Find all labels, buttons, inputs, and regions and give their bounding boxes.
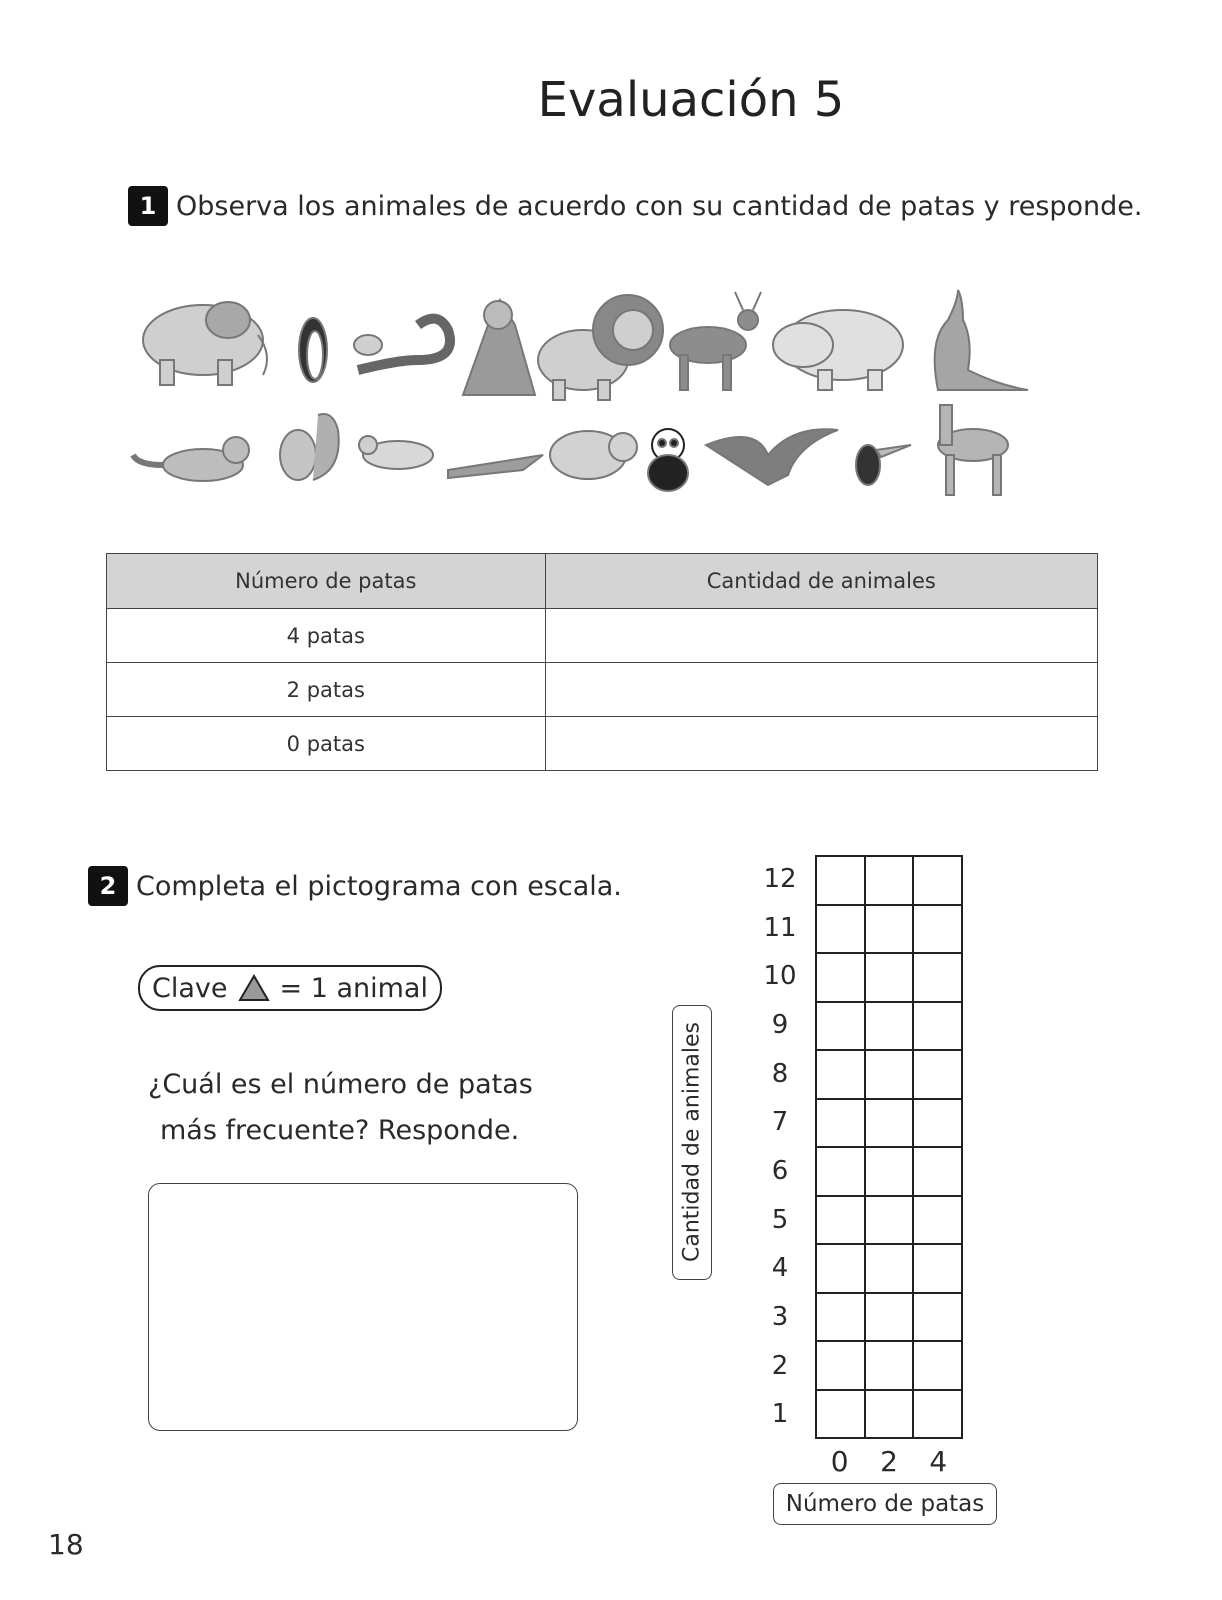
- pictogram-cell[interactable]: [816, 1196, 865, 1245]
- lion-icon: [538, 295, 663, 400]
- page-title: Evaluación 5: [537, 72, 845, 128]
- pictogram-cell[interactable]: [865, 1390, 914, 1439]
- pictogram-key: [138, 965, 442, 1011]
- pictogram-cell[interactable]: [865, 1196, 914, 1245]
- page-number: 18: [48, 1528, 84, 1561]
- question-2-prompt: [148, 1062, 533, 1154]
- panda-icon: [648, 429, 688, 491]
- penguin-icon: [299, 318, 327, 382]
- pictogram-cell[interactable]: [865, 1099, 914, 1148]
- pictogram-cell[interactable]: [816, 1147, 865, 1196]
- y-tick-label: 9: [771, 1010, 789, 1040]
- pictogram-cell[interactable]: [865, 1002, 914, 1051]
- deer-icon: [670, 292, 761, 390]
- question-line-1: ¿Cuál es el número de patas: [148, 1069, 533, 1100]
- x-tick-label: 2: [880, 1445, 898, 1478]
- pictogram-cell[interactable]: [913, 1147, 962, 1196]
- question-number-2: 2: [88, 866, 128, 906]
- table-cell-count-input[interactable]: [545, 663, 1097, 717]
- eagle-icon: [706, 429, 838, 485]
- question-1-text: Observa los animales de acuerdo con su cantidad de patas y responde.: [176, 190, 1143, 222]
- x-tick-label: 4: [929, 1445, 948, 1478]
- y-tick-label: 8: [771, 1058, 789, 1089]
- y-tick-label: 1: [771, 1399, 789, 1430]
- question-1: [128, 186, 1143, 226]
- toucan-icon: [856, 445, 911, 485]
- pictogram-cell[interactable]: [816, 1002, 865, 1051]
- table-cell-legs: 2 patas: [107, 663, 546, 717]
- table-row: [107, 609, 1098, 663]
- pictogram-cell[interactable]: [913, 1293, 962, 1342]
- pictogram-cell[interactable]: [865, 856, 914, 905]
- pictogram-cell[interactable]: [816, 1341, 865, 1390]
- table-cell-count-input[interactable]: [545, 717, 1097, 771]
- pictogram-cell[interactable]: [913, 905, 962, 954]
- cat-icon: [133, 437, 249, 481]
- pictogram-cell[interactable]: [816, 953, 865, 1002]
- pictogram-cell[interactable]: [913, 1196, 962, 1245]
- y-tick-label: 2: [771, 1350, 789, 1381]
- squirrel-icon: [280, 414, 339, 480]
- fox-icon: [463, 300, 535, 395]
- pictogram-cell[interactable]: [816, 1099, 865, 1148]
- pictogram-cell[interactable]: [913, 1390, 962, 1439]
- key-value: = 1 animal: [279, 972, 428, 1004]
- pictogram-cell[interactable]: [913, 1099, 962, 1148]
- pictogram-cell[interactable]: [816, 1293, 865, 1342]
- y-tick-label: 7: [771, 1107, 789, 1138]
- pictogram-cell[interactable]: [865, 953, 914, 1002]
- hippo-icon: [773, 310, 903, 390]
- table-header-count: Cantidad de animales: [545, 554, 1097, 609]
- question-line-2: más frecuente? Responde.: [160, 1115, 520, 1146]
- pig-icon: [550, 431, 637, 479]
- pictogram-cell[interactable]: [913, 1244, 962, 1293]
- table-cell-legs: 0 patas: [107, 717, 546, 771]
- y-tick-label: 3: [771, 1302, 789, 1332]
- table-cell-count-input[interactable]: [545, 609, 1097, 663]
- y-tick-label: 6: [771, 1156, 789, 1186]
- pictogram-cell[interactable]: [816, 1390, 865, 1439]
- table-cell-legs: 4 patas: [107, 609, 546, 663]
- elephant-icon: [143, 302, 267, 385]
- animals-illustration: [128, 285, 1048, 515]
- pictogram-cell[interactable]: [816, 856, 865, 905]
- pictogram-cell[interactable]: [913, 1002, 962, 1051]
- y-tick-label: 5: [771, 1204, 789, 1235]
- table-row: [107, 717, 1098, 771]
- y-tick-label: 11: [763, 912, 797, 943]
- pictogram-grid: [815, 855, 963, 1439]
- y-tick-label: 4: [771, 1253, 789, 1284]
- kangaroo-icon: [935, 290, 1028, 390]
- question-2-text: Completa el pictograma con escala.: [136, 870, 622, 902]
- answer-box[interactable]: [148, 1183, 578, 1431]
- llama-icon: [938, 405, 1008, 495]
- x-tick-label: 0: [830, 1445, 849, 1478]
- question-number-1: 1: [128, 186, 168, 226]
- pictogram-cell[interactable]: [865, 1341, 914, 1390]
- pictogram-cell[interactable]: [865, 1293, 914, 1342]
- question-2: [88, 866, 622, 906]
- pictogram-cell[interactable]: [865, 1050, 914, 1099]
- pictogram-cell[interactable]: [865, 905, 914, 954]
- pictogram-cell[interactable]: [816, 1244, 865, 1293]
- triangle-icon: [238, 974, 270, 1002]
- pictogram-cell[interactable]: [816, 1050, 865, 1099]
- legs-table: [106, 553, 1098, 771]
- x-axis-label: Número de patas: [773, 1483, 997, 1525]
- key-label: Clave: [152, 972, 228, 1004]
- snake-icon: [354, 319, 450, 370]
- y-axis-label: Cantidad de animales: [679, 1022, 705, 1262]
- pictogram-cell[interactable]: [865, 1147, 914, 1196]
- table-row: [107, 663, 1098, 717]
- y-tick-label: 12: [763, 864, 797, 894]
- table-header-row: [107, 554, 1098, 609]
- crocodile-icon: [448, 455, 543, 478]
- pictogram-cell[interactable]: [913, 1341, 962, 1390]
- y-tick-label: 10: [763, 961, 797, 992]
- pictogram-cell[interactable]: [816, 905, 865, 954]
- pictogram-cell[interactable]: [913, 856, 962, 905]
- pictogram-cell[interactable]: [913, 1050, 962, 1099]
- pictogram-cell[interactable]: [913, 953, 962, 1002]
- pictogram-cell[interactable]: [865, 1244, 914, 1293]
- table-header-legs: Número de patas: [107, 554, 546, 609]
- vulture-icon: [359, 436, 433, 469]
